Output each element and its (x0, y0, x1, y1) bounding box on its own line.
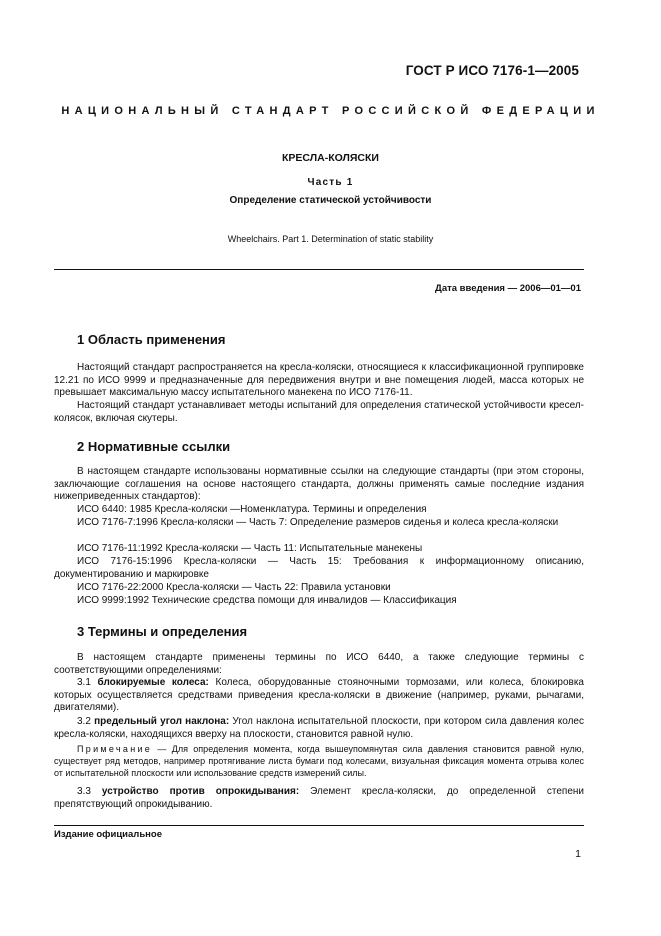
term-number: 3.2 (77, 716, 95, 727)
section-3-heading: 3 Термины и определения (77, 624, 248, 639)
reference-item: ИСО 7176-15:1996 Кресла-коляски — Часть 15: Требования к информационному описанию, документированию и маркировке (54, 556, 584, 580)
term-name: предельный угол наклона: (94, 716, 230, 727)
part-number: Часть 1 (307, 177, 354, 188)
term-definition: Элемент кресла-коляски, до определенной степени препятствующий опрокидыванию. (54, 786, 584, 810)
document-subtitle: Определение статической устойчивости (229, 195, 432, 206)
term-name: блокируемые колеса: (97, 677, 209, 688)
bottom-divider (54, 825, 584, 826)
page-number: 1 (575, 848, 581, 860)
section-1-paragraph-2: Настоящий стандарт устанавливает методы испытаний для определения статической устойчивости кресел-колясок, включая скутеры. (54, 400, 584, 424)
national-standard-banner: НАЦИОНАЛЬНЫЙ СТАНДАРТ РОССИЙСКОЙ ФЕДЕРАЦИИ (61, 105, 600, 117)
section-1-paragraph-1: Настоящий стандарт распространяется на кресла-коляски, относящиеся к классификационной группировке 12.21 по ИСО 9999 и предназначенные для передвижения внутри и вне помещения людей, масса которых не превышает максимальную массу испытательного манекена по ИСО 7176-11. (54, 362, 584, 399)
term-definition: Колеса, оборудованные стояночными тормозами, или колеса, блокировка которых осуществляется средствами приведения кресла-коляски в движение (например, руками, рычагами, двигателями). (54, 677, 584, 714)
introduction-date: Дата введения — 2006—01—01 (435, 283, 581, 294)
top-divider (54, 269, 584, 270)
term-3-2 (54, 716, 584, 741)
section-2-heading: 2 Нормативные ссылки (77, 439, 231, 454)
note-label: Примечание (77, 744, 153, 754)
official-edition-label: Издание официальное (54, 829, 162, 840)
section-3-intro: В настоящем стандарте применены термины по ИСО 6440, а также следующие термины с соответствующими определениями: (54, 652, 584, 676)
reference-item: ИСО 7176-11:1992 Кресла-коляски — Часть 11: Испытательные манекены (77, 543, 423, 554)
term-3-3 (54, 786, 584, 811)
section-1-heading: 1 Область применения (77, 332, 226, 347)
reference-item: ИСО 6440: 1985 Кресла-коляски —Номенклатура. Термины и определения (77, 504, 427, 515)
document-title: КРЕСЛА-КОЛЯСКИ (282, 152, 379, 164)
term-definition: Угол наклона испытательной плоскости, при котором сила давления колес кресла-коляски, находящихся вверху на плоскости, становится равной нулю. (54, 716, 584, 740)
document-code: ГОСТ Р ИСО 7176-1—2005 (405, 63, 579, 78)
term-number: 3.3 (77, 786, 102, 797)
term-number: 3.1 (77, 677, 98, 688)
note-text: — Для определения момента, когда вышеупомянутая сила давления становится равной нулю, существует ряд методов, например протягивание листа бумаги под колесами, визуальная фиксация момента отрыва колес от испытательной плоскости или использование средств измерений силы. (54, 744, 584, 778)
term-name: устройство против опрокидывания: (101, 786, 300, 797)
term-3-1 (54, 677, 584, 715)
english-title: Wheelchairs. Part 1. Determination of static stability (227, 234, 434, 244)
note (54, 743, 584, 779)
reference-item: ИСО 7176-22:2000 Кресла-коляски — Часть 22: Правила установки (77, 582, 391, 593)
section-2-intro: В настоящем стандарте использованы нормативные ссылки на следующие стандарты (при этом стороны, заключающие соглашения на основе настоящего стандарта, должны применять самые последние издания нижеприведенных стандартов): (54, 466, 584, 503)
reference-item: ИСО 9999:1992 Технические средства помощи для инвалидов — Классификация (77, 595, 457, 606)
reference-item: ИСО 7176-7:1996 Кресла-коляски — Часть 7: Определение размеров сиденья и колеса кресла-коляски (77, 517, 559, 528)
